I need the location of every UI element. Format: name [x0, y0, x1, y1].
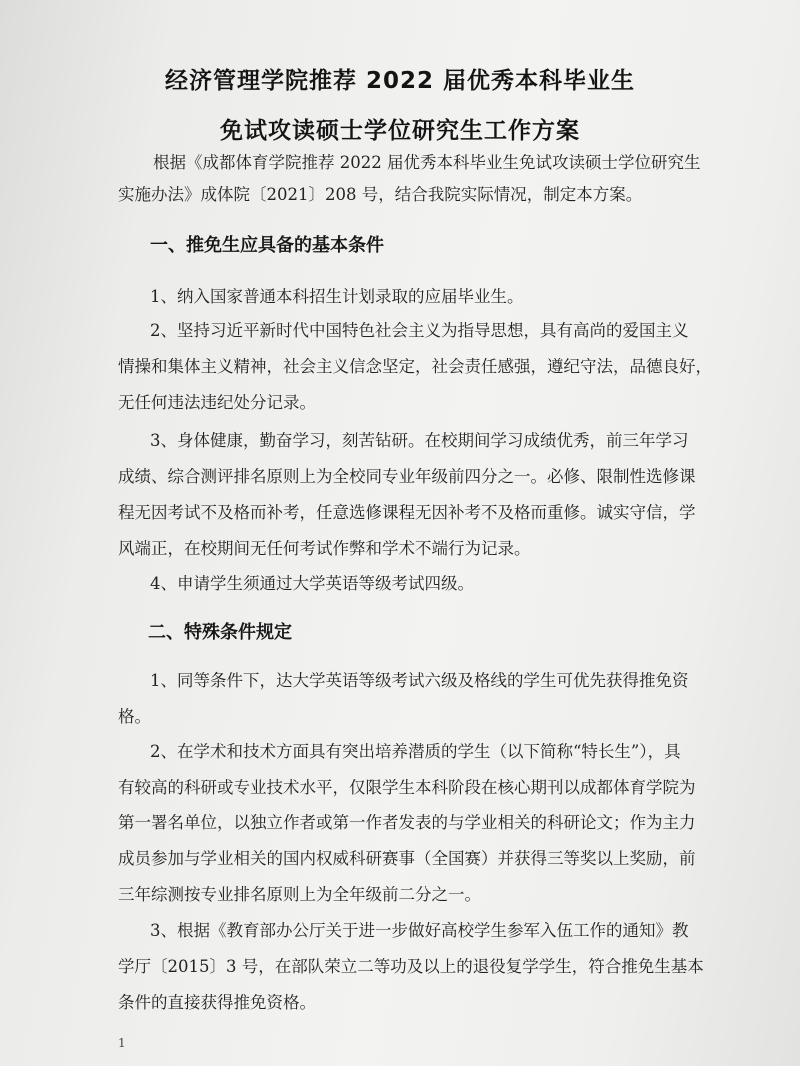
paragraph-line: 1、同等条件下，达大学英语等级考试六级及格线的学生可优先获得推免资	[150, 671, 689, 690]
section-heading-2: 二、特殊条件规定	[148, 622, 292, 643]
paragraph-line: 学厅〔2015〕3 号，在部队荣立二等功及以上的退役复学学生，符合推免生基本	[118, 957, 704, 976]
paragraph-line: 1、纳入国家普通本科招生计划录取的应届毕业生。	[150, 287, 524, 306]
paragraph-line: 成员参加与学业相关的国内权威科研赛事（全国赛）并获得三等奖以上奖励，前	[118, 849, 696, 868]
intro-line: 实施办法》成体院〔2021〕208 号，结合我院实际情况，制定本方案。	[118, 185, 643, 204]
page-number: 1	[118, 1036, 126, 1050]
paragraph-line: 条件的直接获得推免资格。	[118, 993, 316, 1012]
paragraph-line: 情操和集体主义精神，社会主义信念坚定，社会责任感强，遵纪守法，品德良好，	[118, 357, 712, 376]
paragraph-line: 程无因考试不及格而补考，任意选修课程无因补考不及格而重修。诚实守信，学	[118, 503, 696, 522]
paragraph-line: 三年综测按专业排名原则上为全年级前二分之一。	[118, 885, 481, 904]
intro-line: 根据《成都体育学院推荐 2022 届优秀本科毕业生免试攻读硕士学位研究生	[153, 153, 701, 172]
paragraph-line: 第一署名单位，以独立作者或第一作者发表的与学业相关的科研论文；作为主力	[118, 813, 696, 832]
section-heading-1: 一、推免生应具备的基本条件	[150, 235, 384, 256]
paragraph-line: 4、申请学生须通过大学英语等级考试四级。	[150, 574, 474, 593]
paragraph-line: 风端正，在校期间无任何考试作弊和学术不端行为记录。	[118, 539, 531, 558]
paragraph-line: 成绩、综合测评排名原则上为全校同专业年级前四分之一。必修、限制性选修课	[118, 467, 696, 486]
paragraph-line: 3、根据《教育部办公厅关于进一步做好高校学生参军入伍工作的通知》教	[150, 921, 689, 940]
paragraph-line: 2、坚持习近平新时代中国特色社会主义为指导思想，具有高尚的爱国主义	[150, 321, 689, 340]
paragraph-line: 有较高的科研或专业技术水平，仅限学生本科阶段在核心期刊以成都体育学院为	[118, 778, 696, 797]
paragraph-line: 2、在学术和技术方面具有突出培养潜质的学生（以下简称“特长生”），具	[150, 742, 681, 761]
document-title-line-2: 免试攻读硕士学位研究生工作方案	[220, 118, 580, 144]
paragraph-line: 格。	[118, 707, 151, 726]
paragraph-line: 无任何违法违纪处分记录。	[118, 393, 316, 412]
paragraph-line: 3、身体健康，勤奋学习，刻苦钻研。在校期间学习成绩优秀，前三年学习	[150, 431, 689, 450]
document-title-line-1: 经济管理学院推荐 2022 届优秀本科毕业生	[164, 68, 636, 94]
